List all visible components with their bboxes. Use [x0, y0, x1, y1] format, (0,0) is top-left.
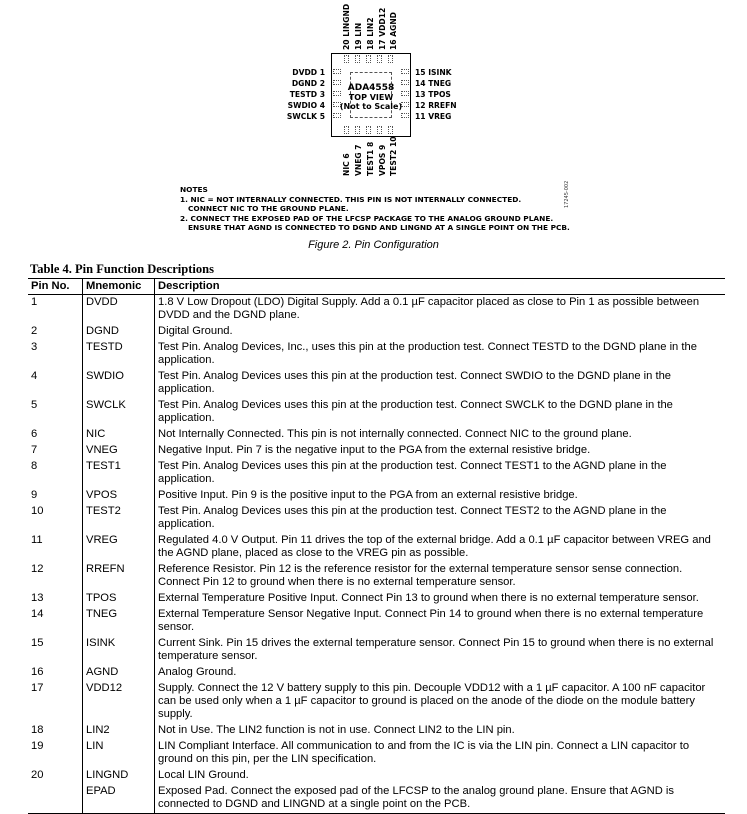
pin-number-cell: 17	[31, 682, 44, 694]
mnemonic-cell: TNEG	[83, 607, 155, 636]
bottom-pin-label: TEST1 8	[366, 141, 375, 176]
pin-number-cell: 5	[31, 399, 38, 411]
bottom-pin-label: TEST2 10	[389, 136, 398, 176]
left-pin-label: DGND 2	[291, 79, 325, 88]
pin-pad	[377, 55, 382, 63]
left-pin-label: TESTD 3	[289, 90, 325, 99]
description-cell: Test Pin. Analog Devices uses this pin at the production test. Connect SWCLK to the DGND plane in the application.	[158, 399, 673, 424]
mnemonic-cell: SWCLK	[83, 398, 155, 427]
figure-caption: Figure 2. Pin Configuration	[308, 239, 439, 251]
description-cell: Digital Ground.	[158, 325, 233, 337]
pin-number-cell: 18	[31, 724, 44, 736]
pin-number-cell: 6	[31, 428, 38, 440]
pin-number-cell: 11	[31, 534, 43, 546]
top-pin-label: 17 VDD12	[378, 7, 387, 50]
description-cell: Not Internally Connected. This pin is not internally connected. Connect NIC to the ground plane.	[158, 428, 632, 440]
bottom-pin-label: NIC 6	[342, 153, 351, 176]
pin-pad	[377, 126, 382, 134]
table-row	[28, 504, 725, 533]
pin-number-cell: 9	[31, 489, 38, 501]
mnemonic-cell: DVDD	[83, 295, 155, 325]
pin-number-cell: 15	[31, 637, 44, 649]
description-cell: External Temperature Positive Input. Connect Pin 13 to ground when there is no external temperature sensor.	[158, 592, 699, 604]
table-row	[28, 768, 725, 784]
pin-number-cell: 14	[31, 608, 44, 620]
header-mnemonic: Mnemonic	[83, 279, 155, 295]
mnemonic-cell: LIN	[83, 739, 155, 768]
mnemonic-cell: VDD12	[83, 681, 155, 723]
description-cell: External Temperature Sensor Negative Input. Connect Pin 14 to ground when there is no external temperature sensor.	[158, 608, 704, 633]
right-pin-label: 13 TPOS	[415, 90, 451, 99]
pin-pad	[333, 113, 341, 118]
bottom-pin-label: VNEG 7	[354, 144, 363, 176]
mnemonic-cell: DGND	[83, 324, 155, 340]
pin-number-cell	[28, 784, 83, 814]
pin-number-cell: 12	[31, 563, 44, 575]
mnemonic-cell: TPOS	[83, 591, 155, 607]
description-cell: Supply. Connect the 12 V battery supply to this pin. Decouple VDD12 with a 1 µF capacitor. A 100 nF capacitor can be used only when a 1 µF capacitor to ground is placed on the anode of the diode on the module battery supply.	[158, 682, 706, 720]
table-row	[28, 295, 725, 325]
description-cell: Current Sink. Pin 15 drives the external temperature sensor. Connect Pin 15 to ground when there is no external temperature sensor.	[158, 637, 714, 662]
left-pin-label: SWCLK 5	[286, 112, 325, 121]
description-cell: Not in Use. The LIN2 function is not in use. Connect LIN2 to the LIN pin.	[158, 724, 515, 736]
pin-number-cell: 20	[31, 769, 44, 781]
table-row	[28, 739, 725, 768]
description-cell: Test Pin. Analog Devices uses this pin at the production test. Connect TEST1 to the AGND plane in the application.	[158, 460, 667, 485]
mnemonic-cell: RREFN	[83, 562, 155, 591]
description-cell: Test Pin. Analog Devices uses this pin at the production test. Connect TEST2 to the AGND plane in the application.	[158, 505, 667, 530]
header-description: Description	[155, 279, 726, 295]
pin-number-cell: 13	[31, 592, 44, 604]
pin-pad	[355, 126, 360, 134]
mnemonic-cell: TEST2	[83, 504, 155, 533]
pin-pad	[333, 69, 341, 74]
table-row	[28, 784, 725, 814]
description-cell: Positive Input. Pin 9 is the positive input to the PGA from an external resistive bridge.	[158, 489, 578, 501]
note-line: 1. NIC = NOT INTERNALLY CONNECTED. THIS PIN IS NOT INTERNALLY CONNECTED.	[180, 195, 522, 204]
chip-name: ADA4558	[347, 83, 395, 93]
table-row	[28, 459, 725, 488]
pin-pad	[344, 126, 349, 134]
table-row	[28, 681, 725, 723]
right-pin-label: 14 TNEG	[415, 79, 452, 88]
table-row	[28, 665, 725, 681]
pin-pad	[401, 69, 409, 74]
mnemonic-cell: ISINK	[83, 636, 155, 665]
mnemonic-cell: LINGND	[83, 768, 155, 784]
right-pin-label: 15 ISINK	[415, 68, 452, 77]
description-cell: Reference Resistor. Pin 12 is the reference resistor for the external temperature sensor sense connection. Connect Pin 12 to ground when there is no external temperature sensor.	[158, 563, 683, 588]
pin-pad	[388, 55, 393, 63]
pin-number-cell: 3	[31, 341, 38, 353]
pin-pad	[355, 55, 360, 63]
description-cell: Regulated 4.0 V Output. Pin 11 drives the top of the external bridge. Add a 0.1 µF capacitor between VREG and the AGND plane, placed as close to the VREG pin as possible.	[158, 534, 711, 559]
description-cell: Negative Input. Pin 7 is the negative input to the PGA from the external resistive bridge.	[158, 444, 591, 456]
table-row	[28, 636, 725, 665]
pin-pad	[388, 126, 393, 134]
header-pin-no: Pin No.	[28, 279, 83, 295]
table-header-row	[28, 279, 725, 295]
mnemonic-cell: VPOS	[83, 488, 155, 504]
pin-number-cell: 2	[31, 325, 38, 337]
note-line: 2. CONNECT THE EXPOSED PAD OF THE LFCSP PACKAGE TO THE ANALOG GROUND PLANE.	[180, 214, 554, 223]
mnemonic-cell: EPAD	[83, 784, 155, 814]
right-pin-label: 12 RREFN	[415, 101, 457, 110]
pin-number-cell: 7	[31, 444, 38, 456]
pin-pad	[401, 113, 409, 118]
mnemonic-cell: TESTD	[83, 340, 155, 369]
pin-pad	[366, 126, 371, 134]
table-row	[28, 562, 725, 591]
pin-number-cell: 19	[31, 740, 44, 752]
table-row	[28, 324, 725, 340]
top-pin-label: 20 LINGND	[342, 3, 351, 50]
top-pin-label: 19 LIN	[354, 22, 363, 50]
pin-number-cell: 4	[31, 370, 38, 382]
table-title: Table 4. Pin Function Descriptions	[30, 262, 214, 276]
table-row	[28, 607, 725, 636]
table-row	[28, 398, 725, 427]
mnemonic-cell: VNEG	[83, 443, 155, 459]
pin-number-cell: 8	[31, 460, 38, 472]
table-row	[28, 488, 725, 504]
pin-number-cell: 1	[31, 296, 38, 308]
table-row	[28, 533, 725, 562]
note-line: ENSURE THAT AGND IS CONNECTED TO DGND AND LINGND AT A SINGLE POINT ON THE PCB.	[188, 223, 570, 232]
description-cell: Test Pin. Analog Devices uses this pin at the production test. Connect SWDIO to the DGND plane in the application.	[158, 370, 672, 395]
note-line: CONNECT NIC TO THE GROUND PLANE.	[188, 204, 349, 213]
pin-configuration-figure	[0, 0, 747, 258]
pin-function-table	[28, 278, 725, 814]
table-row	[28, 443, 725, 459]
table-body	[28, 295, 725, 814]
left-pin-label: SWDIO 4	[287, 101, 325, 110]
pin-number-cell: 16	[31, 666, 44, 678]
figure-id: 17245-002	[564, 180, 570, 208]
pin-pad	[344, 55, 349, 63]
bottom-pin-label: VPOS 9	[378, 144, 387, 176]
pin-pad	[366, 55, 371, 63]
table-row	[28, 591, 725, 607]
mnemonic-cell: NIC	[83, 427, 155, 443]
table-row	[28, 427, 725, 443]
mnemonic-cell: VREG	[83, 533, 155, 562]
notes-title: NOTES	[180, 185, 208, 194]
description-cell: LIN Compliant Interface. All communication to and from the IC is via the LIN pin. Connect a LIN capacitor to ground on this pin, per the LIN specification.	[158, 740, 690, 765]
description-cell: 1.8 V Low Dropout (LDO) Digital Supply. Add a 0.1 µF capacitor placed as close to Pin 1 as possible between DVDD and the DGND plane.	[158, 296, 700, 321]
mnemonic-cell: LIN2	[83, 723, 155, 739]
table-row	[28, 340, 725, 369]
mnemonic-cell: AGND	[83, 665, 155, 681]
right-pin-label: 11 VREG	[415, 112, 452, 121]
view-label: TOP VIEW	[348, 93, 394, 102]
top-pin-label: 16 AGND	[389, 12, 398, 50]
table-row	[28, 369, 725, 398]
description-cell: Exposed Pad. Connect the exposed pad of the LFCSP to the analog ground plane. Ensure that AGND is connected to DGND and LINGND at a single point on the PCB.	[155, 784, 726, 814]
mnemonic-cell: SWDIO	[83, 369, 155, 398]
mnemonic-cell: TEST1	[83, 459, 155, 488]
left-pin-label: DVDD 1	[292, 68, 325, 77]
pin-number-cell: 10	[31, 505, 44, 517]
scale-note: (Not to Scale)	[339, 102, 403, 111]
description-cell: Test Pin. Analog Devices, Inc., uses this pin at the production test. Connect TESTD to the DGND plane in the application.	[158, 341, 697, 366]
description-cell: Analog Ground.	[158, 666, 237, 678]
top-pin-label: 18 LIN2	[366, 17, 375, 50]
description-cell: Local LIN Ground.	[158, 769, 249, 781]
